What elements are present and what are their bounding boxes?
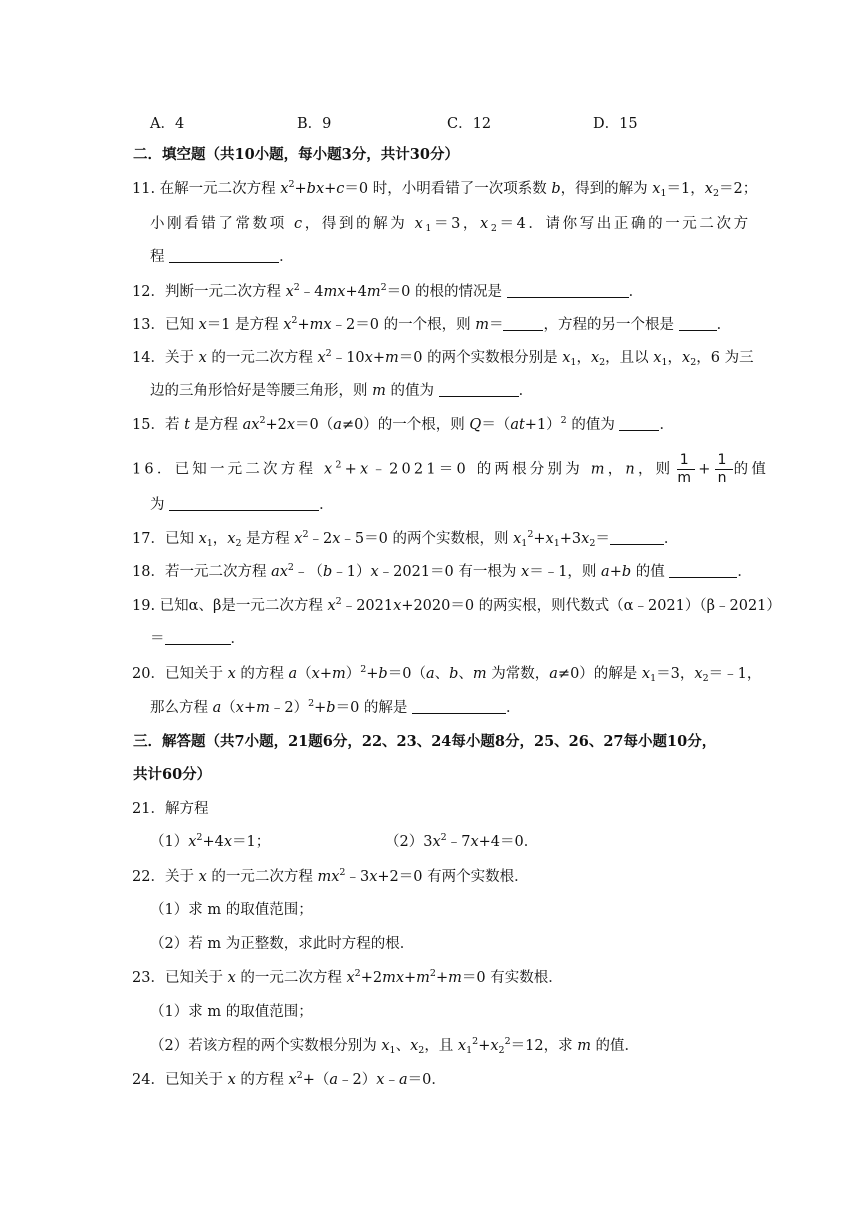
question-24: 24．已知关于 x 的方程 $x^2+(a﹣2)x﹣a=0$． bbox=[132, 1070, 446, 1088]
question-18: 18．若一元二次方程 $ax^2﹣(b﹣1)x﹣2021=0$ 有一根为 x＝﹣1，则 a+b 的值 ． bbox=[132, 562, 752, 580]
question-number: 16． bbox=[132, 461, 175, 478]
question-11-line-3: 程 ． bbox=[150, 249, 294, 265]
question-19-line-1: 19. 已知α、β是一元二次方程 $x^2﹣2021x+2020=0$ 的两实根，则代数式（α﹣2021）（β﹣2021） bbox=[132, 596, 781, 614]
question-number: 18． bbox=[132, 564, 165, 580]
question-13: 13．已知 x＝1 是方程 $x^2+mx﹣2=0$ 的一个根，则 m＝ ，方程的另一个根是 ． bbox=[132, 315, 732, 333]
option-a: A．4 bbox=[150, 116, 185, 132]
question-22: 22．关于 x 的一元二次方程 $mx^2﹣3x+2=0$ 有两个实数根． bbox=[132, 867, 529, 885]
question-16-line-2: 为 ． bbox=[150, 497, 334, 513]
fraction-one-over-n bbox=[715, 452, 733, 487]
question-19-line-2: ＝ ． bbox=[150, 631, 245, 647]
answer-blank[interactable] bbox=[507, 283, 629, 298]
section-heading-fill-blank: 二．填空题（共10小题，每小题3分，共计30分） bbox=[133, 146, 459, 163]
question-number: 19. bbox=[132, 598, 156, 614]
question-22-part-1: （1）求 m 的取值范围； bbox=[150, 902, 313, 918]
question-21-part-2: $(2)3x^2﹣7x+4=0$． bbox=[385, 832, 539, 850]
answer-blank[interactable] bbox=[439, 382, 519, 397]
section-heading-solve-2: 共计60分） bbox=[133, 766, 212, 783]
question-21-part-1: $(1)x^2+4x=1$； bbox=[150, 832, 271, 850]
option-b: B．9 bbox=[297, 116, 332, 132]
question-16-line-1: 16．已知一元二次方程 $x^2+x﹣2021=0$ 的两根分别为 m，n，则 $\frac{1}{m}$ + $\frac{1}{n}$ 的值 bbox=[132, 452, 770, 486]
question-number: 12． bbox=[132, 284, 165, 300]
question-21 bbox=[132, 799, 208, 819]
part-label: （1） bbox=[150, 834, 189, 850]
denominator: n bbox=[717, 470, 730, 486]
section-heading-solve-1: 三．解答题（共7小题，21题6分，22、23、24每小题8分，25、26、27每小题10分， bbox=[133, 733, 717, 750]
answer-blank[interactable] bbox=[165, 630, 231, 645]
question-15: 15．若 t 是方程 $ax^2+2x=0(a\ne 0)$的一个根，则 $Q=(at+1)^2$ 的值为 ． bbox=[132, 415, 674, 433]
option-d: D．15 bbox=[593, 116, 638, 132]
answer-blank[interactable] bbox=[669, 563, 737, 578]
question-23-part-2: （2）若该方程的两个实数根分别为 $x_1$、$x_2$，且 $x_1^2+x_2^2=12$，求 m 的值． bbox=[150, 1036, 640, 1056]
answer-blank[interactable] bbox=[619, 416, 659, 431]
question-20-line-1: 20．已知关于 x 的方程 $a(x+m)^2+b=0(a$、b、m 为常数，a≠0）的解是 $x_1=3$，$x_2=﹣1$， bbox=[132, 664, 762, 684]
question-number: 21． bbox=[132, 801, 165, 817]
question-number: 22． bbox=[132, 869, 165, 885]
question-number: 24． bbox=[132, 1072, 165, 1088]
answer-blank[interactable] bbox=[610, 530, 664, 545]
option-c: C．12 bbox=[447, 116, 492, 132]
question-number: 20． bbox=[132, 666, 165, 682]
answer-blank[interactable] bbox=[412, 699, 506, 714]
question-number: 14． bbox=[132, 350, 165, 366]
question-12: 12．判断一元二次方程 $x^2﹣4mx+4m^2=0$ 的根的情况是 ． bbox=[132, 282, 644, 300]
denominator: m bbox=[677, 470, 695, 486]
question-number: 13． bbox=[132, 317, 165, 333]
part-label: （2） bbox=[385, 834, 424, 850]
question-17: 17．已知 $x_1$，$x_2$ 是方程 $x^2﹣2x﹣5=0$ 的两个实数根，则 $x_1^2+x_1+3x_2=$ ． bbox=[132, 529, 679, 549]
question-number: 15． bbox=[132, 417, 165, 433]
question-20-line-2: 那么方程 a（x+m﹣2）$^2$+b＝0 的解是 ． bbox=[150, 698, 521, 716]
question-11-line-1: 11. 在解一元二次方程 $x^2+bx+c=0$ 时，小明看错了一次项系数 b，得到的解为 $x_1=1$，$x_2=2$； bbox=[132, 179, 758, 199]
question-21-title: 解方程 bbox=[164, 801, 209, 817]
numerator: 1 bbox=[715, 452, 733, 470]
answer-blank[interactable] bbox=[169, 496, 319, 511]
question-14-line-1: 14．关于 x 的一元二次方程 $x^2﹣10x+m=0$ 的两个实数根分别是 $x_1$，$x_2$，且以 $x_1$，$x_2$，6 为三 bbox=[132, 348, 754, 368]
question-23-part-1: （1）求 m 的取值范围； bbox=[150, 1004, 313, 1020]
question-23: 23．已知关于 x 的一元二次方程 $x^2+2mx+m^2+m=0$ 有实数根． bbox=[132, 968, 563, 986]
answer-blank[interactable] bbox=[679, 316, 717, 331]
fraction-one-over-m bbox=[674, 452, 697, 487]
question-11-line-2: 小刚看错了常数项 c，得到的解为 $x_1=3$，$x_2=4$．请你写出正确的一元二次方 bbox=[150, 216, 751, 234]
question-number: 23． bbox=[132, 970, 165, 986]
question-number: 17． bbox=[132, 531, 165, 547]
question-14-line-2: 边的三角形恰好是等腰三角形，则 m 的值为 ． bbox=[150, 383, 534, 399]
answer-blank[interactable] bbox=[169, 248, 279, 263]
question-number: 11. bbox=[132, 181, 156, 197]
answer-blank[interactable] bbox=[503, 316, 543, 331]
question-22-part-2: （2）若 m 为正整数，求此时方程的根． bbox=[150, 936, 415, 952]
numerator: 1 bbox=[677, 452, 695, 470]
